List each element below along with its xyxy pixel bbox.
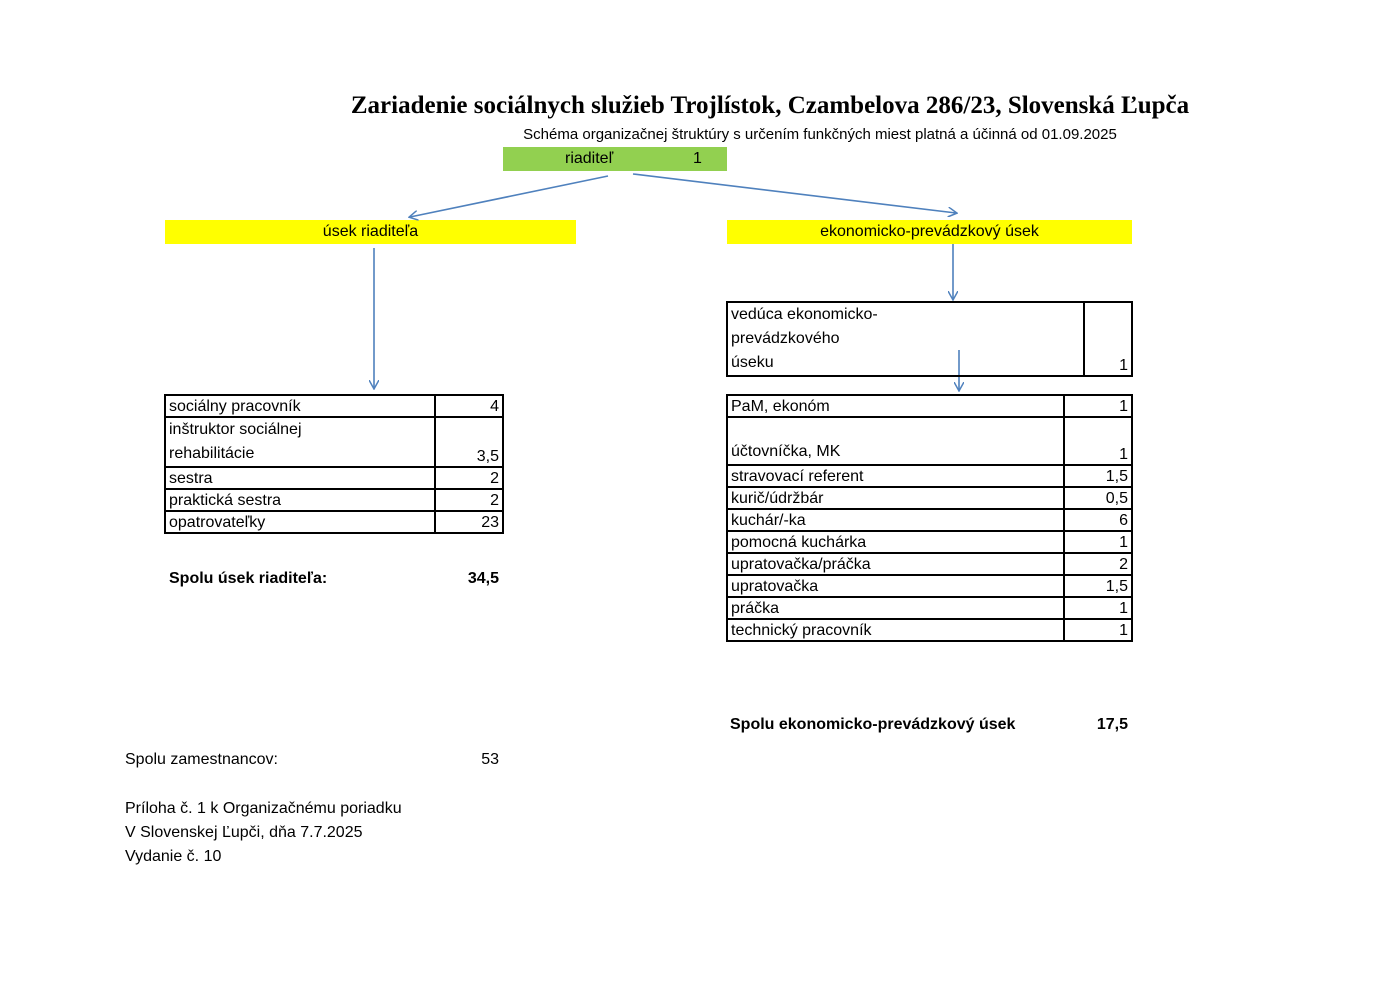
footer-annex: Príloha č. 1 k Organizačnému poriadku: [125, 800, 402, 817]
row-value: 1: [1064, 417, 1132, 465]
row-label: sociálny pracovník: [165, 395, 435, 417]
left-section-header: úsek riaditeľa: [165, 220, 576, 244]
footer-edition: Vydanie č. 10: [125, 848, 222, 865]
row-value: 0,5: [1064, 487, 1132, 509]
right-head-table: [726, 301, 1133, 377]
table-row: [165, 489, 503, 511]
right-total-value: 17,5: [1096, 716, 1128, 733]
document-title: Zariadenie sociálnych služieb Trojlístok, Czambelova 286/23, Slovenská Ľupča: [350, 92, 1190, 119]
table-row: [727, 509, 1132, 531]
right-staff-table: [726, 394, 1133, 642]
left-staff-table: [164, 394, 504, 534]
table-row: [727, 465, 1132, 487]
row-value: 6: [1064, 509, 1132, 531]
table-row: [727, 395, 1132, 417]
table-row: [727, 575, 1132, 597]
row-label: upratovačka: [727, 575, 1064, 597]
footer-place-date: V Slovenskej Ľupči, dňa 7.7.2025: [125, 824, 363, 841]
row-label: upratovačka/práčka: [727, 553, 1064, 575]
row-label: práčka: [727, 597, 1064, 619]
table-row: [727, 487, 1132, 509]
row-value: 1: [1064, 619, 1132, 641]
right-section-header: ekonomicko-prevádzkový úsek: [727, 220, 1132, 244]
table-row: [727, 531, 1132, 553]
row-label: pomocná kuchárka: [727, 531, 1064, 553]
row-label: PaM, ekonóm: [727, 395, 1064, 417]
table-row: [727, 302, 1132, 376]
row-value: 4: [435, 395, 503, 417]
row-value: 1: [1064, 531, 1132, 553]
arrow-director-to-right: [633, 174, 956, 213]
row-value: 2: [435, 489, 503, 511]
row-label: vedúca ekonomicko-prevádzkového úseku: [727, 302, 1084, 376]
row-value: 1: [1084, 302, 1132, 376]
row-label: kuchár/-ka: [727, 509, 1064, 531]
director-label: riaditeľ: [565, 150, 614, 167]
row-value: 23: [435, 511, 503, 533]
left-total-label: Spolu úsek riaditeľa:: [169, 570, 328, 587]
table-row: [165, 417, 503, 467]
row-label: sestra: [165, 467, 435, 489]
director-count: 1: [693, 150, 702, 167]
employees-total-value: 53: [481, 751, 499, 768]
row-label: opatrovateľky: [165, 511, 435, 533]
row-value: 3,5: [435, 417, 503, 467]
row-value: 2: [435, 467, 503, 489]
table-row: [727, 553, 1132, 575]
right-total-label: Spolu ekonomicko-prevádzkový úsek: [730, 716, 1016, 733]
table-row: [165, 511, 503, 533]
row-label: stravovací referent: [727, 465, 1064, 487]
row-value: 2: [1064, 553, 1132, 575]
table-row: [727, 597, 1132, 619]
arrow-director-to-left: [410, 176, 608, 217]
row-label: technický pracovník: [727, 619, 1064, 641]
row-value: 1,5: [1064, 575, 1132, 597]
row-label: účtovníčka, MK: [727, 417, 1064, 465]
row-label: kurič/údržbár: [727, 487, 1064, 509]
table-row: [165, 395, 503, 417]
table-row: [727, 619, 1132, 641]
left-total-value: 34,5: [467, 570, 499, 587]
row-value: 1,5: [1064, 465, 1132, 487]
row-label: inštruktor sociálnej rehabilitácie: [165, 417, 435, 467]
row-value: 1: [1064, 395, 1132, 417]
row-value: 1: [1064, 597, 1132, 619]
row-label: praktická sestra: [165, 489, 435, 511]
document-subtitle: Schéma organizačnej štruktúry s určením funkčných miest platná a účinná od 01.09.2025: [523, 126, 1117, 143]
employees-total-label: Spolu zamestnancov:: [125, 751, 278, 768]
table-row: [727, 417, 1132, 465]
table-row: [165, 467, 503, 489]
